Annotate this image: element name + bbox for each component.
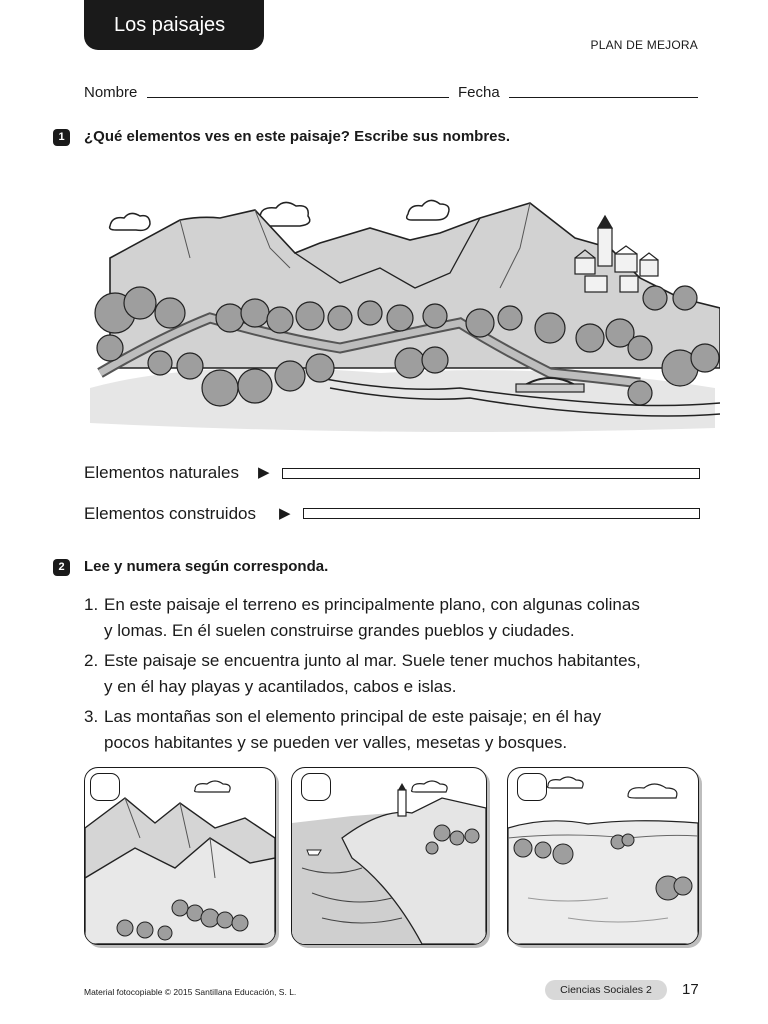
answer-box-2[interactable] xyxy=(301,773,331,801)
arrow-icon: ▶ xyxy=(279,505,291,522)
exercise-1-badge: 1 xyxy=(53,129,70,146)
description-list xyxy=(84,592,724,760)
list-item: 3. Las montañas son el elemento principal de este paisaje; en él hay pocos habitantes y se pueden ver valles, mesetas y bosques. xyxy=(84,707,602,752)
book-badge: Ciencias Sociales 2 xyxy=(545,980,667,1000)
date-label: Fecha xyxy=(458,84,500,101)
cloud-icon xyxy=(110,200,449,230)
exercise-1-prompt: ¿Qué elementos ves en este paisaje? Escribe sus nombres. xyxy=(84,128,511,145)
page-title: Los paisajes xyxy=(84,0,264,50)
section-label: PLAN DE MEJORA xyxy=(590,38,698,52)
name-label: Nombre xyxy=(84,84,138,101)
copyright-notice: Material fotocopiable © 2015 Santillana Educación, S. L. xyxy=(84,987,297,997)
page-number: 17 xyxy=(682,981,699,998)
natural-elements-field[interactable] xyxy=(282,468,700,479)
built-elements-label: Elementos construidos xyxy=(84,504,256,523)
list-item: 2. Este paisaje se encuentra junto al mar. Suele tener muchos habitantes, y en él hay playas y acantilados, cabos e islas. xyxy=(84,651,641,696)
natural-elements-label: Elementos naturales xyxy=(84,463,239,482)
exercise-2-badge: 2 xyxy=(53,559,70,576)
exercise-2-prompt: Lee y numera según corresponda. xyxy=(84,558,329,575)
landscape-illustration xyxy=(80,188,720,438)
name-field[interactable] xyxy=(147,97,449,98)
list-item: 1. En este paisaje el terreno es principalmente plano, con algunas colinas y lomas. En él suelen construirse grandes pueblos y ciudades. xyxy=(84,595,640,640)
answer-box-3[interactable] xyxy=(517,773,547,801)
date-field[interactable] xyxy=(509,97,698,98)
built-elements-field[interactable] xyxy=(303,508,700,519)
arrow-icon: ▶ xyxy=(258,464,270,481)
answer-box-1[interactable] xyxy=(90,773,120,801)
